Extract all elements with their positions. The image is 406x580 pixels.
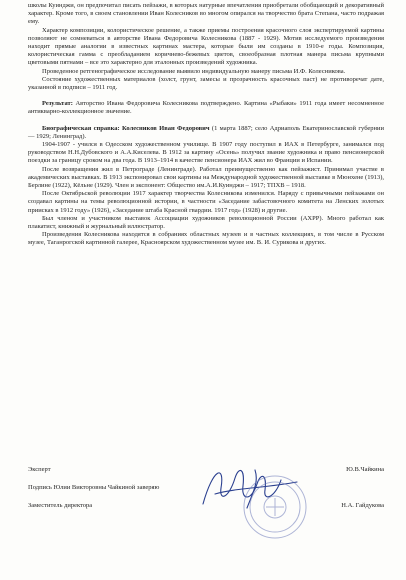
signature-block [28, 466, 384, 520]
paragraph-result [28, 100, 384, 116]
paragraph-bio-akhrr: Был членом и участником выставок Ассоциации художников революционной России (АХРР). Много работал как плакатист, книжный и журнальный иллюстратор. [28, 214, 384, 231]
deputy-row [28, 502, 384, 520]
expert-label: Эксперт [28, 466, 51, 473]
bio-label: Биографическая справка: Колесников Иван Федорович [42, 124, 210, 132]
expert-report-text [28, 2, 384, 248]
paragraph-xray: Проведенное ретгенографическое исследование выявило индивидуальную манеру письма И.Ф. Колесникова. [42, 67, 346, 75]
paragraph-intro: школы Куинджи, он предпочитал писать пейзажи, в которых натурные впечатления приобретали обобщающий и декоративный характер. Кроме того, в своем становлении Иван Колесников во многом опирался на творчество брата Степана, часто подражая ему. [28, 2, 384, 26]
deputy-name: Н.А. Гайдукова [341, 502, 384, 509]
result-text: Авторство Ивана Федоровича Колесникова подтверждено. Картина «Рыбаки» 1911 года имеет несомненное антикварно-коллекционное значение. [28, 100, 384, 116]
paragraph-bio-revolution: После Октябрьской революции 1917 характер творчества Колесникова изменился. Наряду с привычными пейзажами он создавал картины на темы революционной истории, в частности «Заседание забастовочного комитета на Ленских золотых приисках в 1912 году» (1926), «Заседание штаба Красной гвардии. 1917 год» (1928) и другие. [28, 190, 384, 214]
result-label: Результат: [42, 100, 73, 108]
bio-text: (1 марта 1887; село Адриаполь Екатеринославской губернии — 1929; Ленинград). [28, 124, 384, 140]
expert-row [28, 466, 384, 484]
paragraph-bio-collections: Произведения Колесникова находятся в собраниях областных музеев и в частных коллекциях, в том числе в Русском музее, Таганрогской картинной галерее, Красноярском художественном музее им. В. И. Сурикова и других. [28, 231, 384, 247]
paragraph-composition: Характер композиции, колористическое решение, а также приемы построения красочного слоя экспертируемой картины позволяют не сомневаться в авторстве Ивана Федоровича Колесникова (1887 - 1929). Мотив исследуемого произведения находит прямые аналогии в известных картинах мастера, которые были им созданы в 1910-е годы. Композиция, колористическая гамма с преобладанием коричнево-бежевых цветов, своеобразная плотная манера письма крупными цветовыми пятнами – все это характерно для эталонных произведений художника. [28, 26, 384, 67]
certify-row [28, 484, 384, 502]
certify-text: Подпись Юлии Викторовны Чайкиной заверяю [28, 484, 160, 491]
paragraph-materials: Состояние художественных материалов (холст, грунт, замесы и прозрачность красочных паст) не противоречат дате, указанной в подписи – 1911 год. [28, 75, 384, 92]
deputy-label: Заместитель директора [28, 502, 93, 509]
paragraph-bio-education: 1904-1907 - учился в Одесском художественном училище. В 1907 году поступил в ИАХ в Петербурге, занимался под руководством Н.Н.Дубовского и А.А.Киселева. В 1912 за картину «Осень» получил звание художника и право пенсионерской поездки за границу сроком на два года. В 1913–1914 в качестве пенсионера ИАХ жил во Франции и Испании. [28, 141, 384, 165]
paragraph-bio-career: После возвращения жил в Петрограде (Ленинграде). Работал преимущественно как пейзажист. Принимал участие в академических выставках. В 1913 экспонировал свои картины на Международной художественной выставке в Мюнхене (1913), Берлине (1922), Кёльне (1929). Член и экспонент: Общество им.А.И.Куинджи – 1917; ТПХВ – 1918. [28, 165, 384, 190]
paragraph-biography [28, 125, 384, 141]
expert-name: Ю.В.Чайкина [346, 466, 384, 473]
